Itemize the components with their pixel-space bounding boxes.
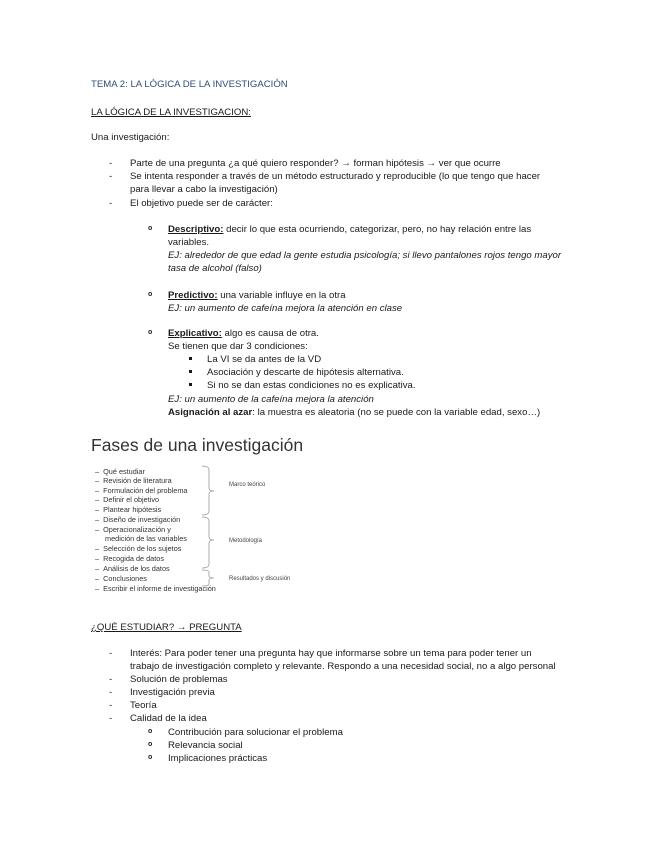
circle-bullet: o [148, 291, 153, 298]
quality-item: Implicaciones prácticas [168, 753, 268, 764]
dash-bullet: - [109, 713, 113, 724]
intro-label: Una investigación: [91, 132, 170, 143]
quality-item: Contribución para solucionar el problema [168, 727, 343, 738]
group-label-metodologia: Metodología [229, 538, 263, 544]
dash-bullet: - [109, 171, 113, 182]
phase-item: – Escribir el informe de investigación [95, 584, 216, 593]
phase-item-continued: medición de las variables [105, 534, 187, 543]
phase-item: – Qué estudiar [95, 467, 145, 476]
conditions-intro: Se tienen que dar 3 condiciones: [168, 341, 308, 352]
section-title: LA LÓGICA DE LA INVESTIGACION: [91, 107, 251, 118]
intro-bullet: Se intenta responder a través de un método estructurado y reproducible (lo que tengo que hacer [130, 171, 541, 182]
condition-item: Si no se dan estas condiciones no es explicativa. [207, 380, 416, 391]
phase-item: – Definir el objetivo [95, 495, 160, 504]
circle-bullet: o [148, 329, 153, 336]
condition-item: La VI se da antes de la VD [207, 354, 322, 365]
phase-item: – Operacionalización y [95, 525, 171, 534]
phase-label: Operacionalización y [103, 525, 171, 534]
brace-marco-teorico [202, 466, 214, 515]
question-bullet: Interés: Para poder tener una pregunta hay que informarse sobre un tema para poder tener un [130, 648, 532, 659]
brace-resultados [202, 570, 214, 586]
definition: algo es causa de otra. [221, 328, 319, 339]
group-label-resultados: Resultados y discusión [229, 576, 291, 582]
phase-item: – Análisis de los datos [95, 564, 170, 573]
phase-label: Diseño de investigación [103, 515, 181, 524]
group-label-marco-teorico: Marco teórico [229, 482, 266, 488]
phase-label: Selección de los sujetos [103, 544, 182, 553]
definition-continued: variables. [168, 237, 210, 248]
dash-bullet: - [109, 648, 113, 659]
question-bullet: Calidad de la idea [130, 713, 207, 724]
dash-bullet: - [109, 674, 113, 685]
circle-bullet: o [148, 225, 153, 232]
intro-bullet: El objetivo puede ser de carácter: [130, 198, 273, 209]
definition: decir lo que esta ocurriendo, categorizar, pero, no hay relación entre las [223, 224, 532, 235]
phase-label: Plantear hipótesis [103, 505, 162, 514]
phase-item: – Revisión de literatura [95, 476, 172, 485]
circle-bullet: o [148, 728, 153, 735]
circle-bullet: o [148, 741, 153, 748]
phase-label: Recogida de datos [103, 554, 164, 563]
question-bullet: Teoría [130, 700, 157, 711]
term: Descriptivo: [168, 224, 224, 235]
example: EJ: un aumento de cafeína mejora la atención en clase [168, 303, 403, 314]
example-continued: tasa de alcohol (falso) [168, 263, 262, 274]
term: Asignación al azar [168, 407, 253, 418]
phase-label: Definir el objetivo [103, 495, 160, 504]
phase-item: – Selección de los sujetos [95, 544, 182, 553]
question-bullet: Investigación previa [130, 687, 215, 698]
phase-label: Formulación del problema [103, 486, 188, 495]
phase-item: – Recogida de datos [95, 554, 164, 563]
phase-item: – Conclusiones [95, 574, 147, 583]
intro-bullet: Parte de una pregunta ¿a qué quiero responder? → forman hipótesis → ver que ocurre [130, 158, 501, 169]
dash-bullet: - [109, 700, 113, 711]
term: Predictivo: [168, 290, 218, 301]
term: Explicativo: [168, 328, 222, 339]
phase-label: Revisión de literatura [103, 476, 172, 485]
dash-bullet: - [109, 198, 113, 209]
dash-bullet: - [109, 158, 113, 169]
phase-label: Conclusiones [103, 574, 147, 583]
question-bullet: Solución de problemas [130, 674, 228, 685]
dash-bullet: - [109, 687, 113, 698]
circle-bullet: o [148, 754, 153, 761]
question-heading: ¿QUÉ ESTUDIAR? → PREGUNTA [91, 622, 242, 633]
condition-item: Asociación y descarte de hipótesis alternativa. [207, 367, 404, 378]
brace-metodologia [202, 517, 214, 568]
phases-title: Fases de una investigación [91, 435, 304, 455]
phase-item: – Formulación del problema [95, 486, 188, 495]
phase-item: – Plantear hipótesis [95, 505, 162, 514]
intro-bullet-continued: para llevar a cabo la investigación) [130, 184, 278, 195]
phase-label: Análisis de los datos [103, 564, 170, 573]
topic-title: TEMA 2: LA LÓGICA DE LA INVESTIGACIÓN [91, 79, 288, 90]
phase-item: – Diseño de investigación [95, 515, 181, 524]
phase-label: Qué estudiar [103, 467, 145, 476]
question-bullet-continued: trabajo de investigación completo y relevante. Respondo a una necesidad social, no a algo personal [130, 661, 556, 672]
example: EJ: alrededor de que edad la gente estudia psicología; si llevo pantalones rojos tengo mayor [168, 250, 562, 261]
quality-item: Relevancia social [168, 740, 243, 751]
example: EJ: un aumento de la cafeína mejora la atención [168, 394, 374, 405]
phase-label: Escribir el informe de investigación [103, 584, 216, 593]
definition: : la muestra es aleatoria (no se puede con la variable edad, sexo…) [252, 407, 541, 418]
definition: una variable influye en la otra [217, 290, 346, 301]
